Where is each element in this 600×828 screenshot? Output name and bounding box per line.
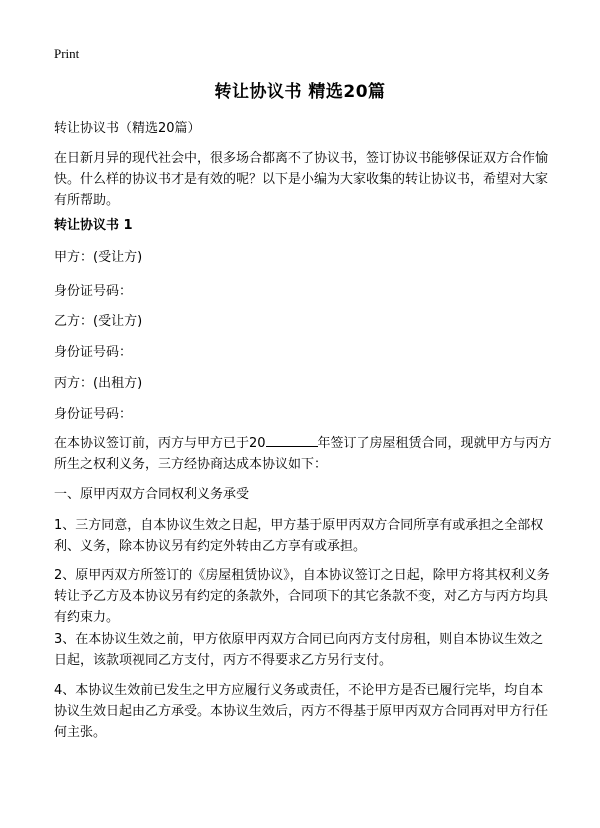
clause-3: 3、在本协议生效之前，甲方依原甲丙双方合同已向丙方支付房租，则自本协议生效之日起，该款项视同乙方支付，丙方不得要求乙方另行支付。 (54, 632, 544, 668)
party-c-id-line: 身份证号码： (54, 407, 133, 422)
preamble-paragraph (54, 433, 554, 475)
clause-heading: 一、原甲丙双方合同权利义务承受 (54, 487, 250, 502)
party-c-line: 丙方：(出租方) (54, 376, 143, 391)
section-heading: 转让协议书 1 (54, 218, 133, 233)
subtitle: 转让协议书（精选20篇） (54, 121, 201, 136)
party-a-line: 甲方：(受让方) (54, 250, 143, 265)
page-title: 转让协议书 精选20篇 (214, 82, 386, 102)
year-blank (266, 433, 318, 447)
intro-paragraph: 在日新月异的现代社会中，很多场合都离不了协议书，签订协议书能够保证双方合作愉快。什么样的协议书才是有效的呢？以下是小编为大家收集的转让协议书，希望对大家有所帮助。 (54, 151, 549, 208)
print-link[interactable]: Print (54, 46, 80, 61)
clause-2: 2、原甲丙双方所签订的《房屋租赁协议》，自本协议签订之日起，除甲方将其权利义务转让予乙方及本协议另有约定的条款外，合同项下的其它条款不变，对乙方与丙方均具有约束力。 (54, 568, 550, 625)
clause-1: 1、三方同意，自本协议生效之日起，甲方基于原甲丙双方合同所享有或承担之全部权利、义务，除本协议另有约定外转由乙方享有或承担。 (54, 518, 544, 554)
preamble-before: 在本协议签订前，丙方与甲方已于20 (54, 436, 266, 451)
party-a-id-line: 身份证号码： (54, 284, 133, 299)
party-b-id-line: 身份证号码： (54, 345, 133, 360)
preamble-after: 年签订了房屋租赁合同，现就甲方与丙方所生之权利义务，三方经协商达成本协议如下： (54, 436, 552, 472)
party-b-line: 乙方：(受让方) (54, 314, 143, 329)
clause-4: 4、本协议生效前已发生之甲方应履行义务或责任，不论甲方是否已履行完毕，均自本协议生效日起由乙方承受。本协议生效后，丙方不得基于原甲丙双方合同再对甲方行任何主张。 (54, 683, 549, 740)
